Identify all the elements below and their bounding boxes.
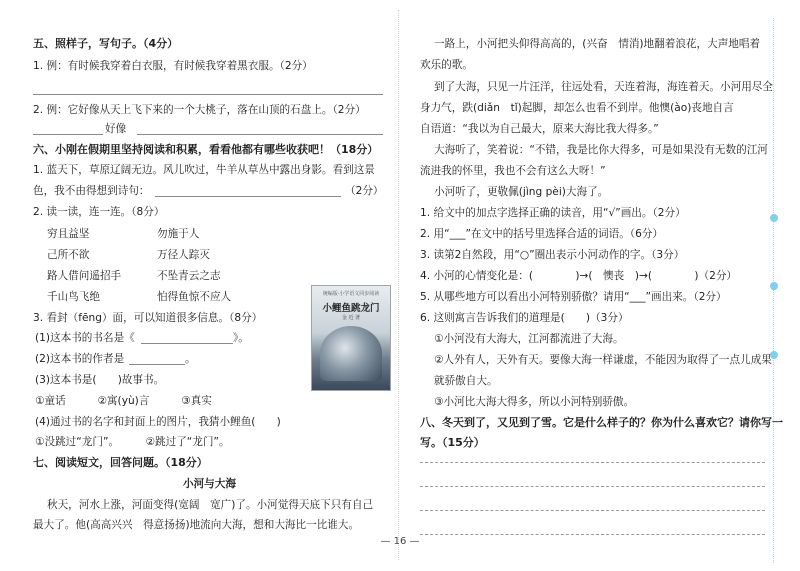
reading-question-2: 2. 用“___”在文中的括号里选择合适的词语。（6分）: [420, 228, 664, 240]
option-3[interactable]: ③小河比大海大得多，所以小河特别骄傲。: [434, 396, 635, 408]
story-title: 小河与大海: [183, 478, 236, 490]
binding-dot: [770, 282, 778, 290]
reading-question-4: 4. 小河的心情变化是：( )→( 懊丧 )→( )（2分）: [420, 270, 738, 282]
paragraph-3-line3: 自语道：“我以为自己最大，原来大海比我大得多。”: [420, 123, 659, 135]
match-left-item[interactable]: 千山鸟飞绝: [47, 291, 100, 303]
fill-word-haoxiang: 好像: [105, 123, 127, 135]
s6-question-1-line1: 1. 蓝天下，草原辽阔无边。风儿吹过，牛羊从草丛中露出身影。看到这景: [33, 164, 375, 176]
s6q3-sub3-options: ①童话 ②寓(yù)言 ③真实: [35, 395, 212, 407]
writing-line[interactable]: [420, 486, 765, 487]
binding-line: [773, 18, 774, 563]
match-left-item[interactable]: 己所不欲: [47, 249, 90, 261]
match-right-item[interactable]: 不坠青云之志: [157, 270, 221, 282]
book-cover-image: [311, 285, 391, 391]
paragraph-2-line2: 欢乐的歌。: [420, 59, 473, 71]
section-5-title: 五、照样子，写句子。（4分）: [33, 37, 179, 50]
paragraph-1-line1: 秋天，河水上涨，河面变得(宽阔 宽广)了。小河觉得天底下只有自己: [47, 499, 374, 511]
s6-question-3: 3. 看封（fēng）面，可以知道很多信息。（8分）: [33, 312, 263, 324]
paragraph-3-line2: 身力气，跌(diǎn tǐ)起脚，却怎么也看不到岸。他懊(ào)丧地自言: [420, 102, 734, 114]
paragraph-1-line2: 最大了。他(高高兴兴 得意扬扬)地流向大海，想和大海比一比谁大。: [33, 519, 360, 531]
question-1-example: 1. 例：有时候我穿着白衣服，有时候我穿着黑衣服。（2分）: [33, 60, 313, 72]
answer-line[interactable]: [137, 134, 383, 135]
option-2-line2[interactable]: 就骄傲自大。: [434, 375, 498, 387]
match-right-item[interactable]: 勿施于人: [157, 228, 200, 240]
writing-line[interactable]: [420, 534, 765, 535]
paragraph-2-line1: 一路上，小河把头仰得高高的，(兴奋 情消)地翻着浪花，大声地唱着: [434, 38, 761, 50]
reading-question-5: 5. 从哪些地方可以看出小河特别骄傲？请用“___”画出来。（2分）: [420, 291, 727, 303]
s6q3-sub1-end: 》。: [233, 332, 249, 344]
poem-answer-line[interactable]: [155, 196, 341, 197]
option-1[interactable]: ①小河没有大海大，江河都流进了大海。: [434, 333, 624, 345]
cover-series: 统编版·小学语文同步阅读: [322, 291, 380, 297]
cover-author: 金 近 著: [341, 315, 361, 321]
writing-line[interactable]: [420, 462, 765, 463]
match-left-item[interactable]: 穷且益坚: [47, 228, 90, 240]
paragraph-3-line1: 到了大海，只见一片汪洋，往远处看，天连着海，海连着天。小河用尽全: [434, 81, 773, 93]
question-2-example: 2. 例：它好像从天上飞下来的一个大桃子，落在山顶的石盘上。（2分）: [33, 104, 366, 116]
reading-question-3: 3. 读第2自然段，用“○”圈出表示小河动作的字。（3分）: [420, 249, 685, 261]
paragraph-4-line2: 流进我的怀里，我也不会有这么大呀！”: [420, 165, 606, 177]
reading-question-6: 6. 这则寓言告诉我们的道理是( )（3分）: [420, 312, 629, 324]
cover-title: 小鲤鱼跳龙门: [322, 303, 380, 314]
column-divider: [398, 10, 399, 560]
author-answer[interactable]: [129, 364, 185, 365]
match-left-item[interactable]: 路人借问遥招手: [47, 270, 122, 282]
s6q3-sub2: (2)这本书的作者是: [35, 353, 125, 365]
writing-line[interactable]: [420, 510, 765, 511]
option-2-line1[interactable]: ②人外有人，天外有天。要像大海一样谦虚，不能因为取得了一点儿成果: [434, 354, 772, 366]
score: （2分）: [345, 185, 384, 197]
book-title-answer[interactable]: [141, 343, 233, 344]
s6q3-sub1: (1)这本书的书名是《: [35, 332, 135, 344]
reading-question-1: 1. 给文中的加点字选择正确的读音，用“√”画出。（2分）: [420, 207, 686, 219]
s6q3-sub2-end: 。: [185, 353, 196, 365]
binding-dot: [770, 214, 778, 222]
s6q3-sub3: (3)这本书是( )故事书。: [35, 374, 165, 386]
s6q3-sub4-options: ①没跳过“龙门”。 ②跳过了“龙门”。: [35, 436, 230, 448]
answer-line[interactable]: [33, 134, 103, 135]
match-right-item[interactable]: 万径人踪灭: [157, 249, 210, 261]
section-7-title: 七、阅读短文，回答问题。（18分）: [33, 456, 208, 469]
section-6-title: 六、小刚在假期里坚持阅读和积累，看看他都有哪些收获吧！（18分）: [33, 143, 379, 156]
match-right-item[interactable]: 怕得鱼惊不应人: [157, 291, 232, 303]
s6q3-sub4: (4)通过书的名字和封面上的图片，我猜小鲤鱼( ): [35, 416, 281, 428]
paragraph-5: 小河听了，更敬佩(jìng pèi)大海了。: [434, 186, 609, 198]
answer-line[interactable]: [33, 94, 383, 95]
section-8-title-line1: 八、冬天到了，又见到了雪。它是什么样子的？你为什么喜欢它？请你写一: [420, 416, 783, 429]
s6-question-1-line2: 色，我不由得想到诗句：: [33, 185, 150, 197]
section-8-title-line2: 写。（15分）: [420, 436, 485, 449]
page-number: — 16 —: [380, 536, 420, 547]
paragraph-4-line1: 大海听了，笑着说：“不错，我是比你大得多，可是如果没有无数的江河: [434, 144, 768, 156]
s6-question-2: 2. 读一读，连一连。（8分）: [33, 206, 165, 218]
wave-illustration: [320, 326, 382, 381]
